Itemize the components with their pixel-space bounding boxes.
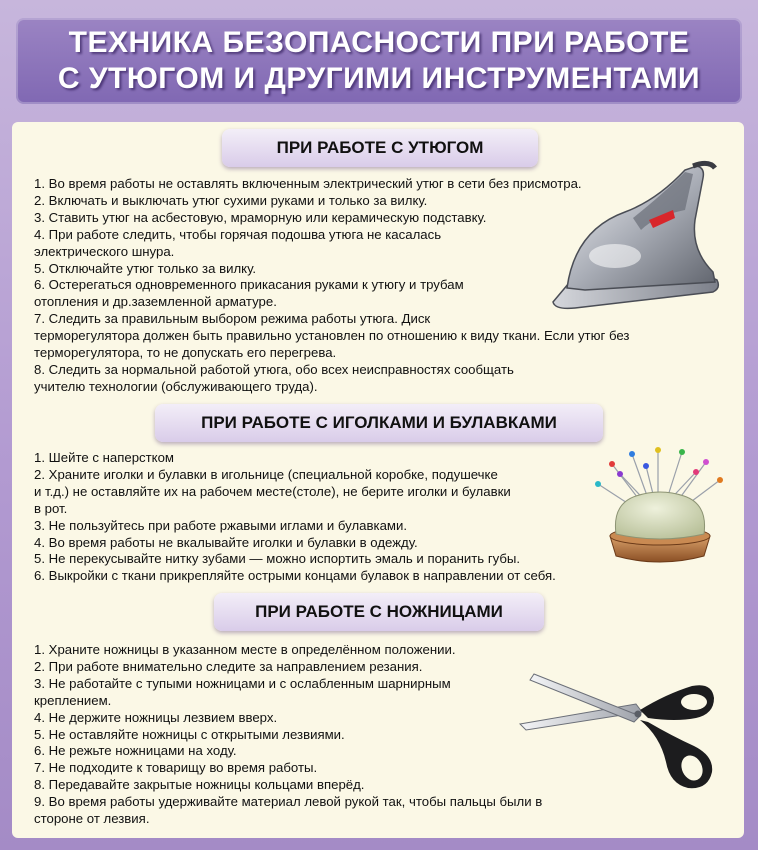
list-item: 2. При работе внимательно следите за направлением резания. xyxy=(34,658,423,674)
list-item: 1. Шейте с наперстком xyxy=(34,450,174,465)
list-item: 6. Выкройки с ткани прикрепляйте острыми концами булавок в направлении от себя. xyxy=(34,568,556,584)
list-item: 3. Не пользуйтесь при работе ржавыми иглами и булавками. xyxy=(34,517,408,533)
list-item: 1. Во время работы не оставлять включенным электрический утюг в сети без присмотра. xyxy=(34,176,582,191)
list-item: 6. Не режьте ножницами на ходу. xyxy=(34,743,237,759)
list-item: 1. Храните ножницы в указанном месте в определённом положении. xyxy=(34,642,456,657)
list-item: 7. Следить за правильным выбором режима работы утюга. Диск xyxy=(34,311,431,327)
list-item: и т.д.) не оставляйте их на рабочем месте(столе), не берите иголки и булавки xyxy=(34,483,511,499)
iron-icon xyxy=(545,160,727,310)
list-item: 7. Не подходите к товарищу во время работы. xyxy=(34,760,318,776)
list-item: стороне от лезвия. xyxy=(34,811,150,827)
list-item: учителю технологии (обслуживающего труда). xyxy=(34,378,318,394)
list-item: 5. Отключайте утюг только за вилку. xyxy=(34,260,257,276)
section-heading-iron: ПРИ РАБОТЕ С УТЮГОМ xyxy=(222,129,538,167)
section-heading-needles: ПРИ РАБОТЕ С ИГОЛКАМИ И БУЛАВКАМИ xyxy=(155,404,603,442)
list-item: 4. Не держите ножницы лезвием вверх. xyxy=(34,709,278,725)
list-item: 3. Не работайте с тупыми ножницами и с ослабленным шарнирным xyxy=(34,675,451,691)
list-item: 6. Остерегаться одновременного прикасания руками к утюгу и трубам xyxy=(34,277,464,293)
list-item: 8. Следить за нормальной работой утюга, обо всех неисправностях сообщать xyxy=(34,361,514,377)
title-line-1: ТЕХНИКА БЕЗОПАСНОСТИ ПРИ РАБОТЕ xyxy=(68,26,690,59)
list-item: 2. Храните иголки и булавки в игольнице (специальной коробке, подушечке xyxy=(34,466,498,482)
list-item: 5. Не оставляйте ножницы с открытыми лезвиями. xyxy=(34,726,345,742)
pincushion-icon xyxy=(592,444,728,566)
list-item: 8. Передавайте закрытые ножницы кольцами вперёд. xyxy=(34,777,365,793)
list-item: 4. Во время работы не вкалывайте иголки и булавки в одежду. xyxy=(34,534,418,550)
list-item: электрического шнура. xyxy=(34,243,175,259)
list-item: 5. Не перекусывайте нитку зубами — можно испортить эмаль и поранить губы. xyxy=(34,551,521,567)
section-heading-scissors: ПРИ РАБОТЕ С НОЖНИЦАМИ xyxy=(214,593,544,631)
list-item: терморегулятора должен быть правильно установлен по отношению к виду ткани. Если утюг без xyxy=(34,328,630,344)
list-item: отопления и др.заземленной арматуре. xyxy=(34,294,277,310)
title-line-2: С УТЮГОМ И ДРУГИМИ ИНСТРУМЕНТАМИ xyxy=(57,62,701,95)
list-item: 4. При работе следить, чтобы горячая подошва утюга не касалась xyxy=(34,226,442,242)
scissors-icon xyxy=(516,664,718,794)
list-item: в рот. xyxy=(34,500,68,516)
list-item: 3. Ставить утюг на асбестовую, мраморную или керамическую подставку. xyxy=(34,209,487,225)
list-item: 9. Во время работы удерживайте материал левой рукой так, чтобы пальцы были в xyxy=(34,794,543,810)
title-banner xyxy=(16,18,742,104)
list-item: креплением. xyxy=(34,692,112,708)
list-item: терморегулятора, то не допускать его перегрева. xyxy=(34,345,337,361)
list-item: 2. Включать и выключать утюг сухими руками и только за вилку. xyxy=(34,192,428,208)
